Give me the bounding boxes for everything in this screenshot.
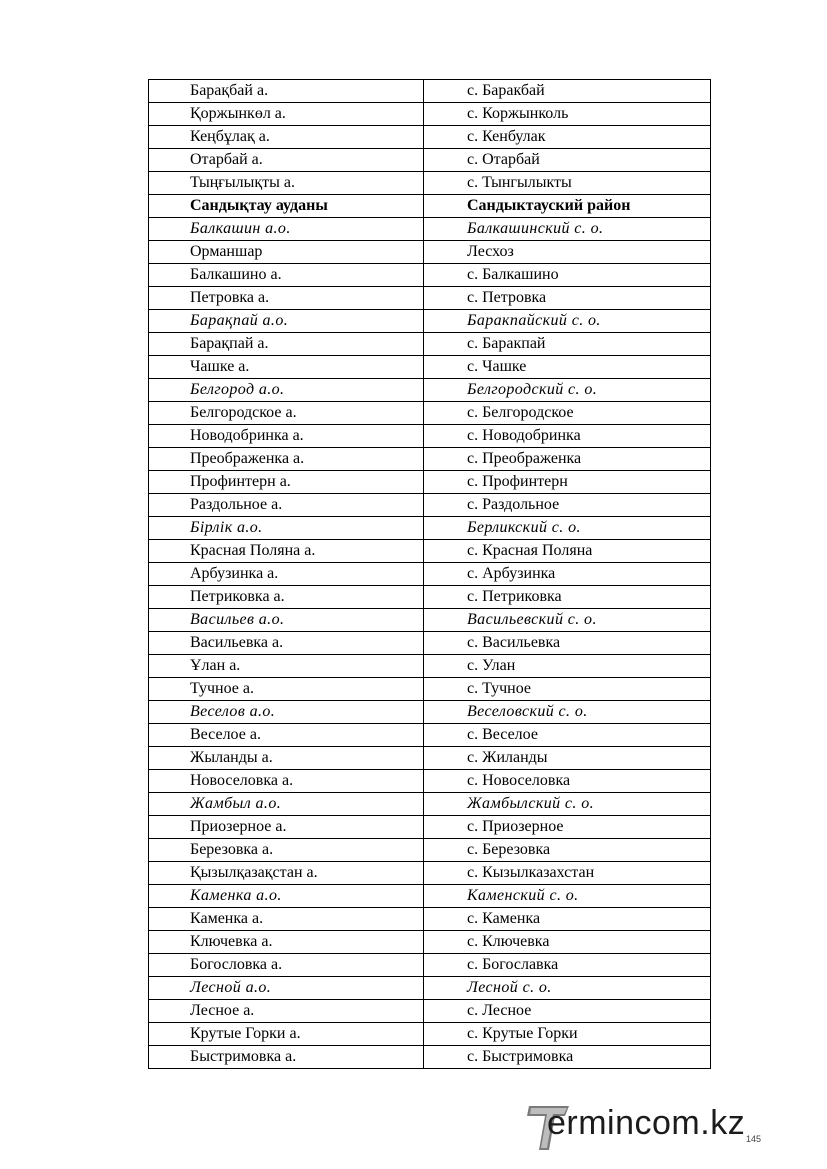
russian-name-cell: с. Белгородское xyxy=(424,402,711,425)
russian-name-cell: с. Приозерное xyxy=(424,816,711,839)
table-row xyxy=(149,770,711,793)
kazakh-name-cell: Лесной а.о. xyxy=(149,977,424,1000)
russian-name-cell: с. Баракпай xyxy=(424,333,711,356)
table-row xyxy=(149,954,711,977)
kazakh-name-cell: Веселов а.о. xyxy=(149,701,424,724)
termincom-logo xyxy=(527,1098,817,1158)
russian-name-cell: с. Раздольное xyxy=(424,494,711,517)
table-row xyxy=(149,333,711,356)
rural-district-row xyxy=(149,701,711,724)
russian-name-cell: Жамбылский с. о. xyxy=(424,793,711,816)
kazakh-name-cell: Бірлік а.о. xyxy=(149,517,424,540)
logo-text: ermincom.kz xyxy=(547,1104,746,1142)
table-row xyxy=(149,356,711,379)
table-row xyxy=(149,724,711,747)
page-number: 145 xyxy=(746,1134,762,1144)
kazakh-name-cell: Ұлан а. xyxy=(149,655,424,678)
russian-name-cell: с. Новодобринка xyxy=(424,425,711,448)
russian-name-cell: с. Отарбай xyxy=(424,149,711,172)
kazakh-name-cell: Крутые Горки а. xyxy=(149,1023,424,1046)
rural-district-row xyxy=(149,379,711,402)
russian-name-cell: с. Красная Поляна xyxy=(424,540,711,563)
rural-district-row xyxy=(149,310,711,333)
russian-name-cell: Веселовский с. о. xyxy=(424,701,711,724)
table-row xyxy=(149,126,711,149)
table-row xyxy=(149,632,711,655)
russian-name-cell: с. Крутые Горки xyxy=(424,1023,711,1046)
table-row xyxy=(149,747,711,770)
kazakh-name-cell: Жыланды а. xyxy=(149,747,424,770)
table-row xyxy=(149,563,711,586)
kazakh-name-cell: Чашке а. xyxy=(149,356,424,379)
russian-name-cell: Сандыктауский район xyxy=(424,195,711,218)
kazakh-name-cell: Балкашино а. xyxy=(149,264,424,287)
rural-district-row xyxy=(149,218,711,241)
rural-district-row xyxy=(149,977,711,1000)
kazakh-name-cell: Профинтерн а. xyxy=(149,471,424,494)
russian-name-cell: Лесхоз xyxy=(424,241,711,264)
kazakh-name-cell: Быстримовка а. xyxy=(149,1046,424,1069)
kazakh-name-cell: Васильев а.о. xyxy=(149,609,424,632)
russian-name-cell: с. Кызылказахстан xyxy=(424,862,711,885)
russian-name-cell: с. Жиланды xyxy=(424,747,711,770)
russian-name-cell: с. Баракбай xyxy=(424,80,711,103)
russian-name-cell: с. Коржынколь xyxy=(424,103,711,126)
table-row xyxy=(149,816,711,839)
table-row xyxy=(149,287,711,310)
table-row xyxy=(149,402,711,425)
rural-district-row xyxy=(149,609,711,632)
table-row xyxy=(149,586,711,609)
russian-name-cell: с. Ключевка xyxy=(424,931,711,954)
table-row xyxy=(149,80,711,103)
kazakh-name-cell: Лесное а. xyxy=(149,1000,424,1023)
table-row xyxy=(149,931,711,954)
table-row xyxy=(149,1023,711,1046)
russian-name-cell: с. Лесное xyxy=(424,1000,711,1023)
russian-name-cell: с. Веселое xyxy=(424,724,711,747)
rural-district-row xyxy=(149,793,711,816)
russian-name-cell: с. Березовка xyxy=(424,839,711,862)
table-row xyxy=(149,149,711,172)
table-row xyxy=(149,172,711,195)
kazakh-name-cell: Тыңғылықты а. xyxy=(149,172,424,195)
table-row xyxy=(149,678,711,701)
russian-name-cell: с. Кенбулак xyxy=(424,126,711,149)
kazakh-name-cell: Белгородское а. xyxy=(149,402,424,425)
table-row xyxy=(149,1046,711,1069)
russian-name-cell: Берликский с. о. xyxy=(424,517,711,540)
russian-name-cell: с. Тучное xyxy=(424,678,711,701)
kazakh-name-cell: Каменка а.о. xyxy=(149,885,424,908)
russian-name-cell: Васильевский с. о. xyxy=(424,609,711,632)
kazakh-name-cell: Балкашин а.о. xyxy=(149,218,424,241)
russian-name-cell: Балкашинский с. о. xyxy=(424,218,711,241)
table-row xyxy=(149,103,711,126)
table-row xyxy=(149,241,711,264)
kazakh-name-cell: Новоселовка а. xyxy=(149,770,424,793)
kazakh-name-cell: Васильевка а. xyxy=(149,632,424,655)
kazakh-name-cell: Арбузинка а. xyxy=(149,563,424,586)
russian-name-cell: Каменский с. о. xyxy=(424,885,711,908)
table-row xyxy=(149,471,711,494)
kazakh-name-cell: Барақпай а.о. xyxy=(149,310,424,333)
kazakh-name-cell: Петровка а. xyxy=(149,287,424,310)
terms-table-body xyxy=(149,80,711,1069)
kazakh-name-cell: Приозерное а. xyxy=(149,816,424,839)
russian-name-cell: Баракпайский с. о. xyxy=(424,310,711,333)
russian-name-cell: с. Улан xyxy=(424,655,711,678)
kazakh-name-cell: Белгород а.о. xyxy=(149,379,424,402)
kazakh-name-cell: Орманшар xyxy=(149,241,424,264)
district-header-row xyxy=(149,195,711,218)
russian-name-cell: с. Тынгылыкты xyxy=(424,172,711,195)
kazakh-name-cell: Красная Поляна а. xyxy=(149,540,424,563)
russian-name-cell: с. Петриковка xyxy=(424,586,711,609)
kazakh-name-cell: Новодобринка а. xyxy=(149,425,424,448)
table-row xyxy=(149,494,711,517)
kazakh-name-cell: Қызылқазақстан а. xyxy=(149,862,424,885)
kazakh-name-cell: Раздольное а. xyxy=(149,494,424,517)
kazakh-name-cell: Преображенка а. xyxy=(149,448,424,471)
table-row xyxy=(149,425,711,448)
table-row xyxy=(149,540,711,563)
russian-name-cell: с. Быстримовка xyxy=(424,1046,711,1069)
table-row xyxy=(149,448,711,471)
russian-name-cell: с. Чашке xyxy=(424,356,711,379)
table-row xyxy=(149,655,711,678)
table-row xyxy=(149,908,711,931)
russian-name-cell: Белгородский с. о. xyxy=(424,379,711,402)
table-row xyxy=(149,264,711,287)
russian-name-cell: с. Каменка xyxy=(424,908,711,931)
kazakh-name-cell: Каменка а. xyxy=(149,908,424,931)
russian-name-cell: с. Арбузинка xyxy=(424,563,711,586)
russian-name-cell: с. Профинтерн xyxy=(424,471,711,494)
kazakh-name-cell: Ключевка а. xyxy=(149,931,424,954)
kazakh-name-cell: Кеңбұлақ а. xyxy=(149,126,424,149)
russian-name-cell: с. Преображенка xyxy=(424,448,711,471)
kazakh-name-cell: Петриковка а. xyxy=(149,586,424,609)
russian-name-cell: с. Петровка xyxy=(424,287,711,310)
russian-name-cell: с. Богославка xyxy=(424,954,711,977)
rural-district-row xyxy=(149,885,711,908)
kazakh-name-cell: Богословка а. xyxy=(149,954,424,977)
kazakh-name-cell: Барақбай а. xyxy=(149,80,424,103)
kazakh-name-cell: Қоржынкөл а. xyxy=(149,103,424,126)
russian-name-cell: с. Васильевка xyxy=(424,632,711,655)
kazakh-name-cell: Жамбыл а.о. xyxy=(149,793,424,816)
kazakh-name-cell: Сандықтау ауданы xyxy=(149,195,424,218)
kazakh-name-cell: Барақпай а. xyxy=(149,333,424,356)
russian-name-cell: с. Балкашино xyxy=(424,264,711,287)
russian-name-cell: с. Новоселовка xyxy=(424,770,711,793)
table-row xyxy=(149,1000,711,1023)
table-row xyxy=(149,862,711,885)
kazakh-name-cell: Веселое а. xyxy=(149,724,424,747)
russian-name-cell: Лесной с. о. xyxy=(424,977,711,1000)
kazakh-name-cell: Тучное а. xyxy=(149,678,424,701)
rural-district-row xyxy=(149,517,711,540)
kazakh-name-cell: Березовка а. xyxy=(149,839,424,862)
terms-table xyxy=(148,79,711,1069)
table-row xyxy=(149,839,711,862)
kazakh-name-cell: Отарбай а. xyxy=(149,149,424,172)
